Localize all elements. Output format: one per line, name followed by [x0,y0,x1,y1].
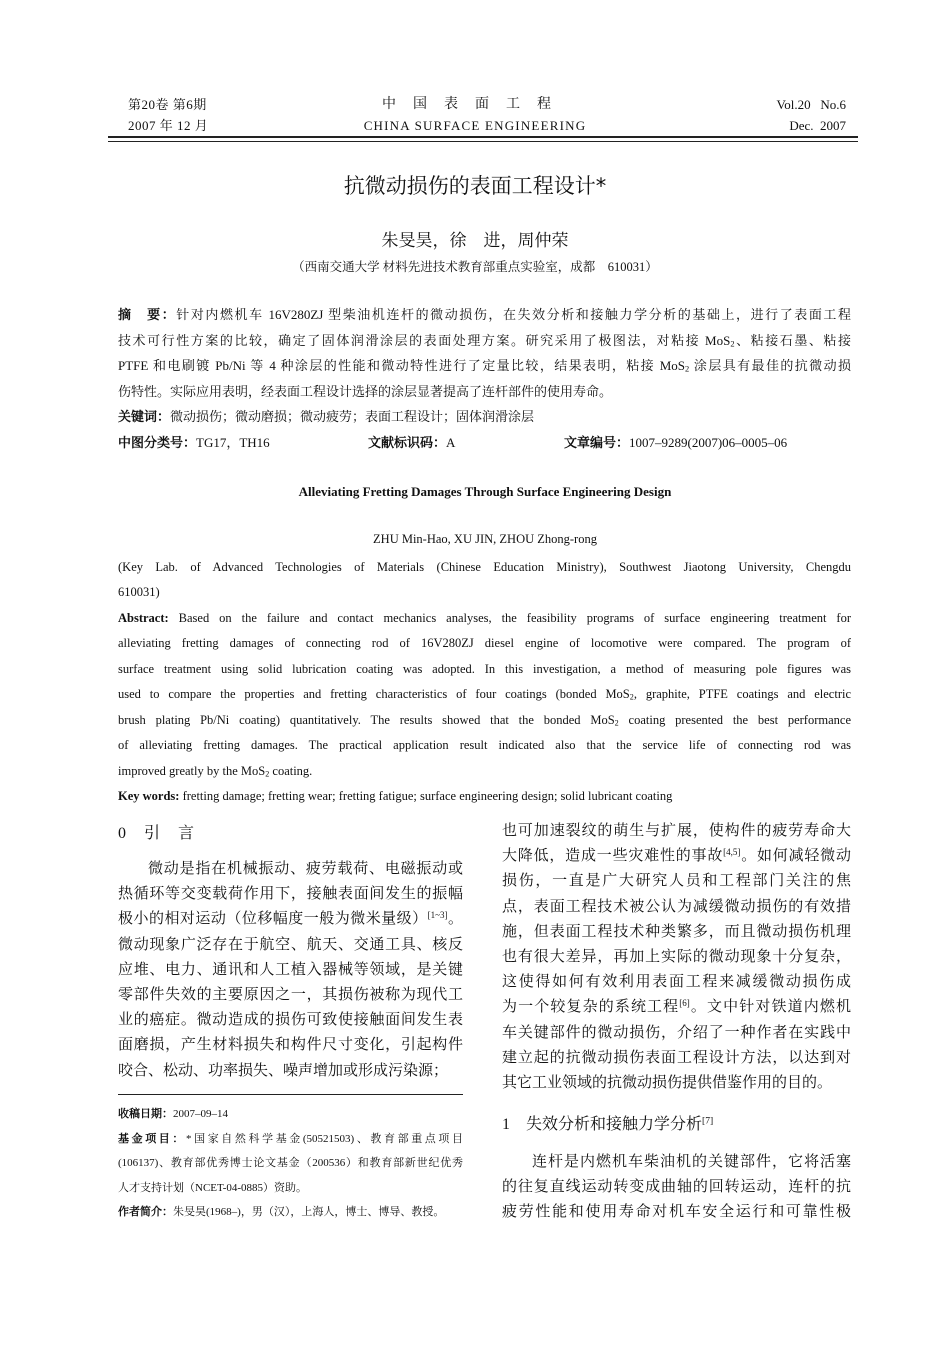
text-line [118,1059,463,1084]
text-segment: 也有很大差异，再加上实际的微动现象十分复杂， [502,948,851,965]
journal-issue-cn [128,94,208,136]
text-line [118,1008,463,1033]
section-title: 引言 [144,825,213,842]
text-segment: 。 [447,911,463,928]
classification-meta [118,430,851,456]
journal-issue-en [777,94,846,136]
text-line [502,920,851,945]
text-line [118,682,851,707]
text-segment: 车关键部件的微动损伤，介绍了一种作者在实践中 [502,1024,851,1041]
received-date [118,1102,463,1127]
section-1-body [502,1150,851,1226]
received-value: 2007–09–14 [173,1108,228,1120]
section-0-heading [118,820,212,843]
affiliation: （西南交通大学 材料先进技术教育部重点实验室，成都 610031） [292,260,658,274]
journal-name-en: CHINA SURFACE ENGINEERING [363,118,587,133]
citation: [4,5] [723,847,741,858]
english-keywords [118,784,851,809]
text-line [118,606,851,631]
author-bio [118,1200,463,1225]
date-cn: 2007 年 12 月 [128,118,209,133]
text-segment: 人才支持计划（NCET-04-0885）资助。 [118,1181,308,1194]
keywords-cn-text: 微动损伤；微动磨损；微动疲劳；表面工程设计；固体润滑涂层 [170,409,535,424]
english-keywords-label: Key words: [118,788,180,803]
text-line [502,995,851,1020]
text-segment: Based on the failure and contact mechanics analyses, the feasibility programs of surface engineering treatment for [168,610,851,625]
text-line [118,631,851,656]
text-segment: 点，表面工程技术被公认为减缓微动损伤的有效措 [502,898,851,915]
subscript: 2 [614,718,619,728]
english-keywords-text: fretting damage; fretting wear; fretting fatigue; surface engineering design; solid lubricant coating [179,788,673,803]
text-segment: of alleviating fretting damages. The practical application result indicated also that the service life of connecting rod was [118,738,851,753]
text-line [502,1021,851,1046]
text-segment: (Key Lab. of Advanced Technologies of Materials (Chinese Education Ministry), Southwest Jiaotong University, Chengdu [118,560,851,574]
journal-name-cn: 中国表面工程 [382,97,568,112]
header-rule-thick [108,136,858,138]
text-line [118,759,851,784]
text-line [118,379,851,405]
english-abstract [118,555,851,809]
text-line [118,708,851,733]
text-segment: 业的癌症。微动造成的损伤可致使接触面间发生表 [118,1012,463,1029]
text-line [118,933,463,958]
text-segment: 涂层具有最佳的抗微动损 [689,358,851,373]
text-segment: 极小的相对运动（位移幅度一般为微米量级） [118,911,428,928]
text-segment: 咬合、松动、功率损失、噪声增加或形成污染源； [118,1062,449,1079]
text-segment: 也可加速裂纹的萌生与扩展，使构件的疲劳寿命大 [502,823,851,839]
keywords-cn-label: 关键词： [118,410,171,425]
clc [118,430,270,457]
text-line [502,1175,851,1200]
text-segment: used to compare the properties and fretting characteristics of four coatings (bonded MoS [118,687,630,702]
text-segment: 建立起的抗微动损伤表面工程设计方法，以达到对 [502,1049,851,1066]
text-segment: brush plating Pb/Ni coating) quantitatively. The results showed that the bonded MoS [118,712,615,727]
english-authors: ZHU Min-Hao, XU JIN, ZHOU Zhong-rong [373,532,597,546]
journal-name [300,94,650,136]
text-line [118,983,463,1008]
doc-code-value: A [446,435,456,450]
text-line [502,945,851,970]
text-line [118,907,463,932]
text-segment: 610031) [118,585,160,600]
text-segment: 这使得如何有效利用表面工程来减缓微动损伤成 [502,974,851,991]
text-segment: 技术可行性方案的比较，确定了固体润滑涂层的表面处理方案。研究采用了极图法，对粘接 MoS [118,332,731,348]
text-line [118,353,851,379]
english-affiliation [118,555,851,606]
abstract-cn-lines [118,302,851,404]
text-line [118,1151,463,1176]
keywords-cn [118,404,851,430]
section-1-heading [502,1111,713,1134]
text-segment: 。如何减轻微动 [740,848,851,865]
text-line [502,1150,851,1175]
header-rule-thin [108,141,858,142]
clc-label: 中图分类号： [118,436,197,451]
text-segment: 伤特性。实际应用表明，经表面工程设计选择的涂层显著提高了连杆部件的使用寿命。 [118,383,613,399]
received-label: 收稿日期： [118,1107,173,1120]
abstract-cn [118,302,851,430]
doc-code-label: 文献标识码： [368,436,447,451]
text-segment: 其它工业领域的抗微动损伤提供借鉴作用的目的。 [502,1074,833,1091]
text-segment: 疲劳性能和使用寿命对机车安全运行和可靠性极 [502,1204,851,1221]
english-title: Alleviating Fretting Damages Through Surface Engineering Design [298,484,672,499]
label: 摘 要： [118,308,177,323]
english-abstract-lines [118,606,851,784]
subscript: 2 [730,338,735,349]
text-segment: 零部件失效的主要原因之一，其损伤被称为现代工 [118,986,463,1003]
volume-issue: 第20卷 第6期 [128,97,207,112]
text-segment: 。文中针对铁道内燃机 [689,999,851,1016]
subscript: 2 [629,692,634,702]
text-segment: *国家自然科学基金(50521503)、教育部重点项目 [186,1132,463,1145]
text-line [118,580,851,605]
text-segment: PTFE 和电刷镀 Pb/Ni 等 4 种涂层的性能和微动特性进行了定量比较，结果表明，粘接 MoS [118,358,686,373]
text-line [502,1071,851,1096]
text-segment: 的往复直线运动转变成曲轴的回转运动，连杆的抗 [502,1179,851,1196]
text-segment: alleviating fretting damages of connecting rod of 16V280ZJ diesel engine of locomotive were compared. The program of [118,636,851,651]
footnote-rule [118,1094,463,1095]
section-0-body-continued [502,819,851,1096]
text-line [118,1176,463,1201]
citation: [7] [702,1115,714,1127]
text-segment: 面磨损，产生材料损失和构件尺寸变化，引起构件 [118,1037,463,1054]
doc-code [368,430,455,457]
text-line [118,857,463,882]
text-segment: coating presented the best performance [618,712,851,727]
text-segment: 大降低，造成一些灾难性的事故 [502,848,724,865]
text-segment: surface treatment using solid lubrication coating was adopted. In this investigation, a method of measuring pole figures was [118,661,851,676]
text-segment: 损伤，一直是广大研究人员和工程部门关注的焦 [502,873,851,890]
clc-value: TG17，TH16 [196,435,270,450]
section-title: 失效分析和接触力学分析 [526,1116,703,1133]
text-line [118,555,851,580]
text-segment: 为一个较复杂的系统工程 [502,999,680,1016]
text-segment: (106137)、教育部优秀博士论文基金（200536）和教育部新世纪优秀 [118,1157,463,1169]
text-line [502,1200,851,1225]
subscript: 2 [265,769,270,779]
author-bio-label: 作者简介： [118,1205,173,1218]
text-line [118,1033,463,1058]
text-line [502,819,851,844]
article-no [564,430,787,457]
text-segment: 针对内燃机车 16V280ZJ 型柴油机连杆的微动损伤，在失效分析和接触力学分析的基础上，进行了表面工程 [176,307,851,322]
text-line [118,657,851,682]
text-line [502,895,851,920]
text-line [502,970,851,995]
article-no-label: 文章编号： [564,436,630,451]
authors: 朱旻昊，徐 进，周仲荣 [381,231,569,250]
section-0-body [118,857,463,1084]
text-segment: 微动现象广泛存在于航空、航天、交通工具、核反 [118,936,463,953]
subscript: 2 [685,363,690,374]
text-line [118,328,851,354]
text-segment: 连杆是内燃机车柴油机的关键部件，它将活塞 [532,1154,851,1170]
text-segment: 施，但表面工程技术种类繁多，而且微动损伤机理 [502,923,851,940]
footnotes [118,1102,463,1225]
citation: [1~3] [427,910,448,921]
date-en: Dec. 2007 [789,118,846,133]
label: 基金项目： [118,1131,186,1145]
text-segment: , graphite, PTFE coatings and electric [633,687,851,702]
text-line [118,958,463,983]
text-line [118,302,851,328]
section-number: 1 [502,1116,510,1133]
text-line [118,1127,463,1152]
citation: [6] [679,998,690,1009]
paper-title: 抗微动损伤的表面工程设计* [343,174,607,198]
text-line [502,869,851,894]
text-line [502,1046,851,1071]
text-segment: coating. [269,763,313,778]
label: Abstract: [118,610,169,625]
text-line [118,882,463,907]
section-number: 0 [118,825,126,842]
text-segment: improved greatly by the MoS [118,763,266,778]
fund-info [118,1127,463,1201]
text-segment: 热循环等交变载荷作用下，接触表面间发生的振幅 [118,886,463,903]
text-segment: 应堆、电力、通讯和人工植入器械等领域，是关键 [118,961,463,978]
author-bio-text: 朱旻昊(1968–)，男（汉），上海人，博士、博导、教授。 [173,1206,445,1218]
text-line [118,733,851,758]
text-line [502,844,851,869]
vol-en: Vol.20 No.6 [776,97,846,112]
text-segment: 、粘接石墨、粘接 [734,332,851,348]
article-no-value: 1007–9289(2007)06–0005–06 [629,435,788,450]
text-segment: 微动是指在机械振动、疲劳载荷、电磁振动或 [148,861,463,877]
